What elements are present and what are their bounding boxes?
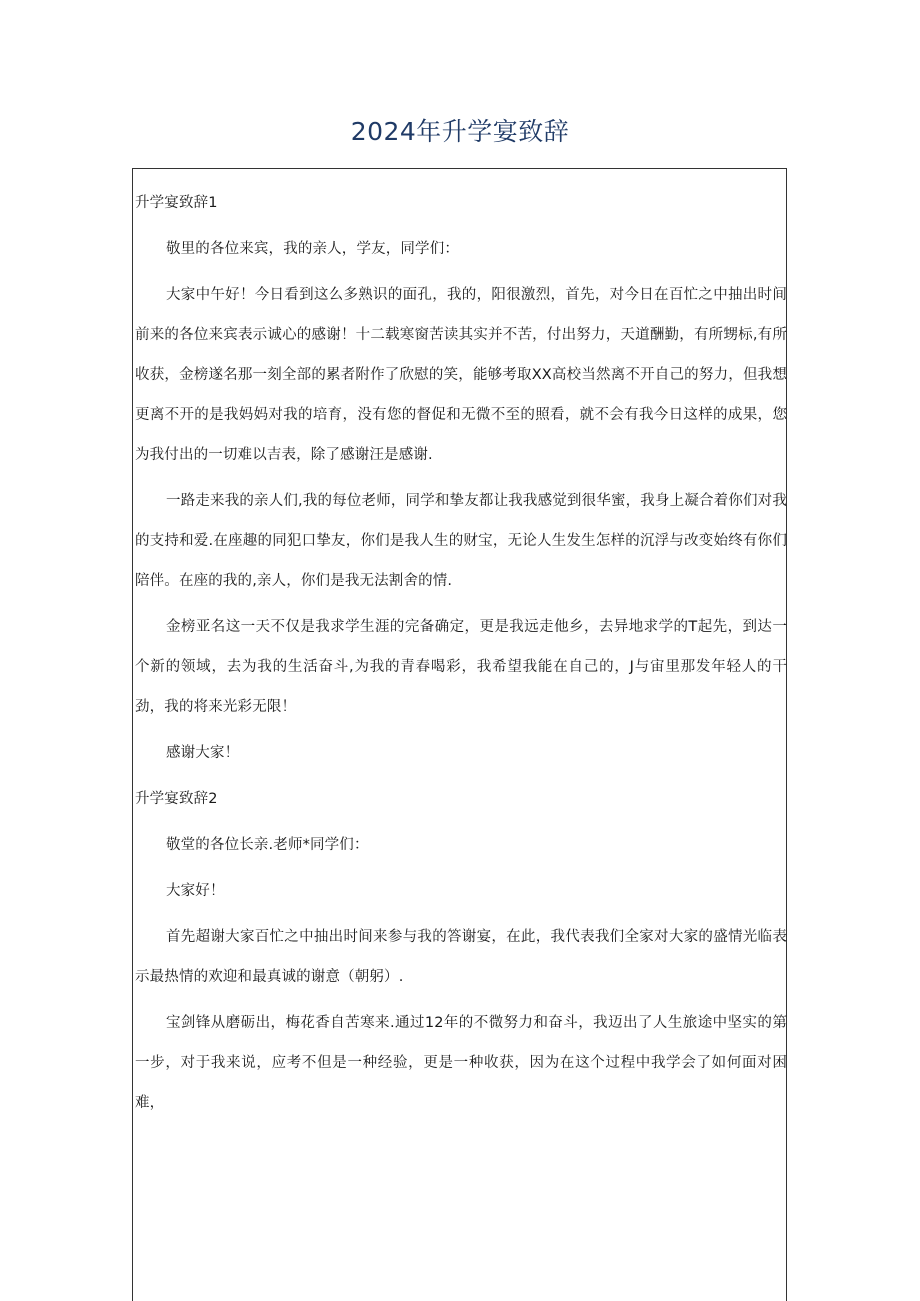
paragraph: 一路走来我的亲人们,我的每位老师，同学和挚友都让我我感觉到很华蜜，我身上凝合着你们对我的支持和爱.在座趣的同犯口挚友，你们是我人生的财宝，无论人生发生怎样的沉浮与改变始终有你们陪伴。在座的我的,亲人，你们是我无法割舍的情. [135,493,787,589]
section-heading: 升学宴致辞2 [135,791,218,807]
paragraph: 敬里的各位来宾，我的亲人，学友，同学们： [166,241,459,257]
document-body [135,183,787,1123]
paragraph: 宝剑锋从磨砺出，梅花香自苦寒来.通过12年的不微努力和奋斗，我迈出了人生旅途中坚实的第一步，对于我来说，应考不但是一种经验，更是一种收获，因为在这个过程中我学会了如何面对困难， [135,1015,787,1111]
paragraph: 大家中午好！今日看到这么多熟识的面孔，我的，阳很激烈，首先，对今日在百忙之中抽出时间前来的各位来宾表示诚心的感谢！十二载寒窗苦读其实并不苦，付出努力，天道酬勤，有所甥标,有所收获，金榜遂名那一刻全部的累者附作了欣慰的笑，能够考取XX高校当然离不开自己的努力，但我想更离不开的是我妈妈对我的培育，没有您的督促和无微不至的照看，就不会有我今日这样的成果，您为我付出的一切难以吉表，除了感谢汪是感谢. [135,287,787,463]
section-heading: 升学宴致辞1 [135,195,218,211]
paragraph: 金榜亚名这一天不仅是我求学生涯的完备确定，更是我远走他乡，去异地求学的T起先，到达一个新的领域，去为我的生活奋斗,为我的青春喝彩，我希望我能在自己的，J与宙里那发年轻人的干劲，我的将来光彩无限！ [135,619,787,715]
paragraph: 首先超谢大家百忙之中抽出时间来参与我的答谢宴，在此，我代表我们全家对大家的盛情光临表示最热情的欢迎和最真诚的谢意（朝躬）. [135,929,787,985]
paragraph: 感谢大家！ [166,745,240,761]
paragraph: 大家好！ [166,883,225,899]
paragraph: 敬堂的各位长亲.老师*同学们： [166,837,369,853]
document-title: 2024年升学宴致辞 [350,117,570,146]
